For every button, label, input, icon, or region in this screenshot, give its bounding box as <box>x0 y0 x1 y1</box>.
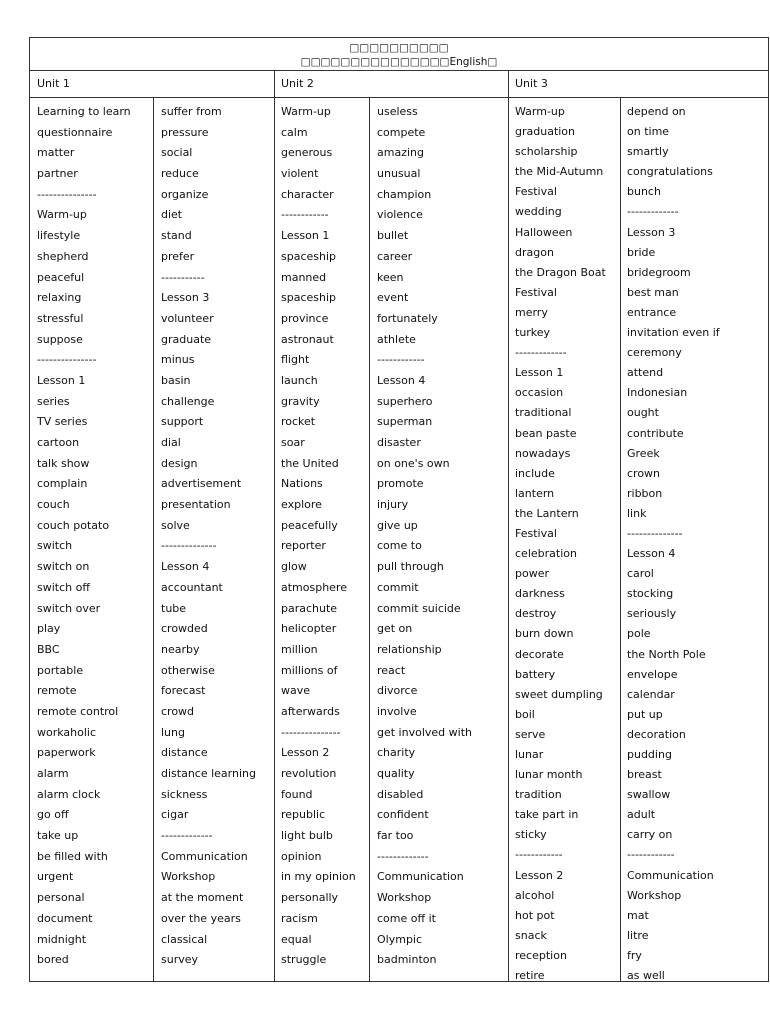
vocab-word: react <box>377 663 406 677</box>
vocab-word: champion <box>377 187 432 201</box>
vocab-word: spaceship <box>281 249 337 263</box>
vocab-word: Greek <box>627 446 660 460</box>
vocab-word: get on <box>377 622 413 636</box>
vocab-word: cigar <box>161 808 189 822</box>
vocab-word: adult <box>627 808 656 822</box>
vocab-word: alcohol <box>515 888 555 902</box>
vocab-word: midnight <box>37 932 87 946</box>
vocab-word: stand <box>161 229 192 243</box>
vocab-word: couch potato <box>37 518 110 532</box>
vocab-word: mat <box>627 908 649 922</box>
vocab-word: charity <box>377 746 416 760</box>
title-line-1: □□□□□□□□□□ <box>349 42 449 54</box>
vocab-word: in my opinion <box>281 870 356 884</box>
vocab-word: invitation even if <box>627 326 720 340</box>
vocab-word: pole <box>627 627 651 641</box>
vocab-word: social <box>161 146 193 160</box>
vocab-word: Warm-up <box>281 105 331 118</box>
vocab-word: light bulb <box>281 829 333 843</box>
vocab-word: matter <box>37 146 75 160</box>
separator: ------------ <box>515 848 563 862</box>
vocab-word: superman <box>377 415 433 429</box>
vocab-word: Workshop <box>161 870 216 884</box>
vocab-word: accountant <box>161 580 223 594</box>
vocab-word: Lesson 2 <box>281 746 330 760</box>
vocab-word: divorce <box>377 684 418 698</box>
vocab-word: talk show <box>37 456 90 470</box>
vocab-word: relaxing <box>37 291 82 305</box>
vocab-word: basin <box>161 373 191 387</box>
vocab-word: crown <box>627 466 661 480</box>
vocab-word: province <box>281 311 329 325</box>
vocab-word: parachute <box>281 601 338 615</box>
vocab-word: launch <box>281 373 318 387</box>
vocab-word: million <box>281 642 318 656</box>
vocab-word: unusual <box>377 167 421 181</box>
vocab-word: quality <box>377 767 415 780</box>
separator: -------------- <box>627 526 683 540</box>
vocab-word: at the moment <box>161 891 244 905</box>
vocab-word: Lesson 4 <box>377 373 426 387</box>
column-divider <box>369 98 370 981</box>
vocab-word: reporter <box>281 539 326 553</box>
vocab-word: racism <box>281 911 318 925</box>
vocab-word: soar <box>281 436 305 449</box>
vocab-word: crowded <box>161 622 208 636</box>
vocab-word: best man <box>627 285 679 299</box>
separator: ------------ <box>281 208 329 222</box>
vocab-word: decoration <box>627 727 686 741</box>
vocab-word: pressure <box>161 125 209 139</box>
unit-3-header: Unit 3 <box>515 77 548 90</box>
vocab-word: switch on <box>37 560 90 574</box>
vocab-word: occasion <box>515 386 564 400</box>
vocab-word: envelope <box>627 667 678 681</box>
vocab-word: serve <box>515 727 546 741</box>
unit-3-column-1 <box>515 98 619 986</box>
vocab-word: promote <box>377 477 424 491</box>
vocab-word: graduation <box>515 125 576 139</box>
vocab-word: distance <box>161 746 208 760</box>
vocab-word: BBC <box>37 642 60 656</box>
separator: --------------- <box>281 725 341 739</box>
vocab-word: document <box>37 911 93 925</box>
vocab-word: ribbon <box>627 486 663 500</box>
vocab-word: career <box>377 249 413 263</box>
vocab-word: fry <box>627 948 642 962</box>
vocab-word: Communication <box>377 870 464 884</box>
vocab-word: turkey <box>515 326 551 340</box>
vocab-word: the United <box>281 456 339 470</box>
vocab-word: advertisement <box>161 477 242 491</box>
vocab-word: astronaut <box>281 332 334 346</box>
vocab-word: struggle <box>281 953 327 967</box>
vocab-word: depend on <box>627 105 686 118</box>
vocab-word: Lesson 3 <box>161 291 210 305</box>
vocab-word: solve <box>161 518 190 532</box>
separator: ------------- <box>161 829 213 843</box>
vocab-word: the Lantern <box>515 506 579 520</box>
vocab-word: calendar <box>627 687 675 701</box>
column-divider <box>620 98 621 981</box>
vocab-word: Warm-up <box>37 208 87 222</box>
vocab-word: useless <box>377 105 418 118</box>
vocab-word: include <box>515 466 555 480</box>
vocab-word: commit suicide <box>377 601 461 615</box>
vocab-word: carol <box>627 567 654 581</box>
vocab-word: Lesson 1 <box>515 366 564 380</box>
vocab-word: portable <box>37 663 84 677</box>
vocab-word: afterwards <box>281 704 340 718</box>
vocab-word: reduce <box>161 167 199 181</box>
vocab-word: urgent <box>37 870 74 884</box>
vocab-word: Lesson 3 <box>627 225 676 239</box>
vocab-word: couch <box>37 498 70 512</box>
unit-1-column-2 <box>161 98 272 971</box>
vocab-word: remote control <box>37 704 119 718</box>
vocab-word: bridegroom <box>627 265 691 279</box>
vocab-word: generous <box>281 146 333 160</box>
vocab-word: ought <box>627 406 659 420</box>
vocab-word: darkness <box>515 587 565 601</box>
separator: ------------ <box>627 848 675 862</box>
vocab-word: millions of <box>281 663 338 677</box>
vocab-word: Communication <box>161 849 248 863</box>
vocab-word: sickness <box>161 787 208 801</box>
vocab-word: series <box>37 394 70 408</box>
vocab-word: power <box>515 567 549 581</box>
unit-3-column-2 <box>627 98 768 986</box>
vocab-word: Festival <box>515 285 557 299</box>
vocab-word: questionnaire <box>37 125 113 139</box>
vocab-word: atmosphere <box>281 580 347 594</box>
vocab-word: Indonesian <box>627 386 688 400</box>
vocab-word: the Mid-Autumn <box>515 165 604 179</box>
vocab-word: go off <box>37 808 69 822</box>
vocab-word: paperwork <box>37 746 96 760</box>
vocab-word: give up <box>377 518 418 532</box>
vocab-word: Workshop <box>377 891 432 905</box>
vocab-word: character <box>281 187 334 201</box>
vocab-word: get involved with <box>377 725 472 739</box>
vocab-word: the North Pole <box>627 647 706 661</box>
vocab-word: take up <box>37 829 79 843</box>
vocab-word: remote <box>37 684 77 698</box>
vocab-word: gravity <box>281 394 320 408</box>
vocab-word: over the years <box>161 911 241 925</box>
unit-2-column-2 <box>377 98 507 971</box>
vocab-word: complain <box>37 477 88 491</box>
vocab-word: tube <box>161 601 187 615</box>
vocab-word: peaceful <box>37 270 85 284</box>
unit-2-column-1 <box>281 98 367 971</box>
vocab-word: wave <box>281 684 311 698</box>
vocab-word: attend <box>627 366 664 380</box>
vocab-word: explore <box>281 498 322 512</box>
vocab-word: personal <box>37 891 85 905</box>
vocab-word: commit <box>377 580 419 594</box>
vocab-word: volunteer <box>161 311 214 325</box>
vocab-word: partner <box>37 167 78 181</box>
vocab-word: take part in <box>515 808 579 822</box>
vocab-word: Nations <box>281 477 323 491</box>
vocab-word: Learning to learn <box>37 105 131 118</box>
separator: --------------- <box>37 353 97 367</box>
vocab-word: far too <box>377 829 414 843</box>
vocab-word: Lesson 1 <box>281 229 330 243</box>
vocab-word: violence <box>377 208 423 222</box>
title-line-2: □□□□□□□□□□□□□□□English□ <box>300 56 498 68</box>
vocab-word: suppose <box>37 332 83 346</box>
unit-1-column-1 <box>37 98 151 971</box>
vocab-word: republic <box>281 808 326 822</box>
vocab-word: ceremony <box>627 346 682 360</box>
vocab-word: seriously <box>627 607 677 621</box>
vocab-word: Lesson 4 <box>161 560 210 574</box>
column-divider <box>153 98 154 981</box>
vocab-word: compete <box>377 125 426 139</box>
vocab-word: Communication <box>627 868 714 882</box>
unit-divider <box>508 71 509 981</box>
vocab-word: personally <box>281 891 339 905</box>
vocab-word: battery <box>515 667 556 681</box>
vocab-word: confident <box>377 808 429 822</box>
vocab-word: decorate <box>515 647 564 661</box>
vocab-word: equal <box>281 932 312 946</box>
vocab-word: sticky <box>515 828 547 842</box>
vocab-word: manned <box>281 270 327 284</box>
separator: ------------- <box>515 346 567 360</box>
table-title <box>30 38 768 71</box>
vocab-word: athlete <box>377 332 416 346</box>
vocab-word: TV series <box>37 415 88 429</box>
vocab-word: play <box>37 622 61 636</box>
vocab-word: alarm <box>37 767 69 780</box>
vocab-word: prefer <box>161 249 195 263</box>
vocab-word: contribute <box>627 426 684 440</box>
vocab-word: pull through <box>377 560 444 574</box>
vocab-word: otherwise <box>161 663 215 677</box>
vocab-word: found <box>281 787 313 801</box>
vocab-word: glow <box>281 560 307 574</box>
separator: ------------- <box>627 205 679 219</box>
vocab-word: lung <box>161 725 185 739</box>
vocab-word: forecast <box>161 684 206 698</box>
vocab-word: bean paste <box>515 426 577 440</box>
vocab-word: workaholic <box>37 725 97 739</box>
vocab-word: link <box>627 506 647 520</box>
vocab-word: bride <box>627 245 656 259</box>
vocab-word: swallow <box>627 788 671 802</box>
vocab-word: traditional <box>515 406 572 420</box>
vocab-word: presentation <box>161 498 231 512</box>
unit-2-header: Unit 2 <box>281 77 314 90</box>
vocab-word: dial <box>161 436 181 449</box>
vocab-word: dragon <box>515 245 554 259</box>
vocab-word: come off it <box>377 911 436 925</box>
vocab-word: alarm clock <box>37 787 101 801</box>
vocab-word: put up <box>627 707 663 721</box>
vocab-word: disaster <box>377 436 421 449</box>
vocab-word: tradition <box>515 788 562 802</box>
vocab-word: destroy <box>515 607 557 621</box>
vocab-word: injury <box>377 498 409 512</box>
vocab-word: Lesson 4 <box>627 547 676 561</box>
vocab-word: celebration <box>515 547 577 561</box>
vocab-word: diet <box>161 208 183 222</box>
unit-divider <box>274 71 275 981</box>
vocab-word: distance learning <box>161 767 256 780</box>
vocab-word: congratulations <box>627 165 713 179</box>
unit-header-row <box>30 71 768 98</box>
vocab-word: burn down <box>515 627 574 641</box>
vocab-word: stocking <box>627 587 674 601</box>
vocab-word: come to <box>377 539 422 553</box>
vocab-word: organize <box>161 187 209 201</box>
separator: --------------- <box>37 187 97 201</box>
vocab-word: suffer from <box>161 105 222 118</box>
vocab-word: stressful <box>37 311 84 325</box>
vocab-word: challenge <box>161 394 215 408</box>
vocab-word: entrance <box>627 305 677 319</box>
vocab-word: superhero <box>377 394 433 408</box>
vocab-word: shepherd <box>37 249 89 263</box>
vocab-word: switch over <box>37 601 101 615</box>
vocab-word: revolution <box>281 767 337 780</box>
vocab-word: nowadays <box>515 446 571 460</box>
vocab-word: switch off <box>37 580 90 594</box>
vocab-word: as well <box>627 969 665 983</box>
vocab-word: nearby <box>161 642 200 656</box>
vocab-word: rocket <box>281 415 316 429</box>
vocab-word: amazing <box>377 146 424 160</box>
vocab-word: lifestyle <box>37 229 81 243</box>
vocab-word: merry <box>515 305 548 319</box>
vocab-word: flight <box>281 353 310 367</box>
separator: ----------- <box>161 270 205 284</box>
vocab-word: fortunately <box>377 311 438 325</box>
vocab-word: lunar <box>515 748 544 761</box>
vocab-word: lunar month <box>515 768 583 782</box>
vocab-word: switch <box>37 539 73 553</box>
vocab-word: on one's own <box>377 456 450 470</box>
vocab-word: crowd <box>161 704 195 718</box>
vocab-word: bored <box>37 953 69 967</box>
vocab-word: support <box>161 415 204 429</box>
vocab-word: event <box>377 291 409 305</box>
vocab-word: pudding <box>627 748 672 761</box>
vocab-word: the Dragon Boat <box>515 265 606 279</box>
vocab-word: helicopter <box>281 622 337 636</box>
vocab-word: boil <box>515 707 535 721</box>
vocab-word: spaceship <box>281 291 337 305</box>
vocab-word: disabled <box>377 787 424 801</box>
vocab-word: litre <box>627 928 649 942</box>
vocab-word: classical <box>161 932 208 946</box>
vocab-word: lantern <box>515 486 555 500</box>
vocab-word: Lesson 2 <box>515 868 564 882</box>
vocab-word: bullet <box>377 229 409 243</box>
unit-1-header: Unit 1 <box>37 77 70 90</box>
vocab-word: on time <box>627 125 670 139</box>
vocab-word: Festival <box>515 185 557 199</box>
vocabulary-table <box>29 37 769 982</box>
vocab-word: graduate <box>161 332 212 346</box>
vocab-word: carry on <box>627 828 673 842</box>
vocab-word: peacefully <box>281 518 338 532</box>
separator: -------------- <box>161 539 217 553</box>
vocab-word: wedding <box>515 205 562 219</box>
vocab-word: hot pot <box>515 908 555 922</box>
vocab-word: scholarship <box>515 145 578 159</box>
vocab-word: minus <box>161 353 195 367</box>
vocab-word: relationship <box>377 642 442 656</box>
vocab-word: bunch <box>627 185 661 199</box>
vocab-word: badminton <box>377 953 437 967</box>
vocab-word: reception <box>515 948 567 962</box>
vocab-word: breast <box>627 768 662 782</box>
vocab-word: involve <box>377 704 417 718</box>
vocab-word: retire <box>515 969 545 983</box>
vocab-word: Warm-up <box>515 105 565 118</box>
vocab-word: calm <box>281 125 308 139</box>
vocab-word: Workshop <box>627 888 682 902</box>
separator: ------------- <box>377 849 429 863</box>
vocab-word: opinion <box>281 849 322 863</box>
vocab-word: violent <box>281 167 319 181</box>
vocab-word: Olympic <box>377 932 423 946</box>
vocab-word: smartly <box>627 145 669 159</box>
vocab-word: be filled with <box>37 849 108 863</box>
vocab-word: cartoon <box>37 436 80 449</box>
vocab-word: snack <box>515 928 547 942</box>
vocab-word: design <box>161 456 198 470</box>
vocab-word: Lesson 1 <box>37 373 86 387</box>
vocab-word: keen <box>377 270 404 284</box>
vocab-word: survey <box>161 953 199 967</box>
vocab-word: sweet dumpling <box>515 687 603 701</box>
vocab-word: Festival <box>515 526 557 540</box>
vocab-word: Halloween <box>515 225 573 239</box>
separator: ------------ <box>377 353 425 367</box>
